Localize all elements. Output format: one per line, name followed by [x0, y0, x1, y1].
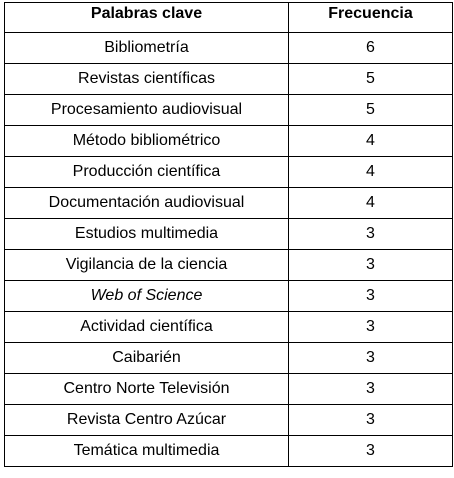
- table-row: [5, 33, 453, 64]
- frequency-cell: 4: [289, 126, 453, 157]
- keyword-cell: Actividad científica: [5, 312, 289, 343]
- table-row: [5, 405, 453, 436]
- header-keywords: Palabras clave: [5, 3, 289, 33]
- table-row: [5, 436, 453, 467]
- keyword-cell: Revistas científicas: [5, 64, 289, 95]
- keyword-cell: Web of Science: [5, 281, 289, 312]
- table-row: [5, 157, 453, 188]
- frequency-cell: 4: [289, 157, 453, 188]
- frequency-cell: 3: [289, 219, 453, 250]
- frequency-cell: 6: [289, 33, 453, 64]
- frequency-cell: 5: [289, 64, 453, 95]
- table-row: [5, 126, 453, 157]
- page: [0, 2, 454, 478]
- keyword-cell: Documentación audiovisual: [5, 188, 289, 219]
- frequency-cell: 3: [289, 250, 453, 281]
- frequency-cell: 3: [289, 405, 453, 436]
- keyword-cell: Producción científica: [5, 157, 289, 188]
- keyword-cell: Procesamiento audiovisual: [5, 95, 289, 126]
- keyword-cell: Centro Norte Televisión: [5, 374, 289, 405]
- table-row: [5, 219, 453, 250]
- frequency-cell: 4: [289, 188, 453, 219]
- table-row: [5, 95, 453, 126]
- frequency-cell: 3: [289, 281, 453, 312]
- table-header-row: [5, 3, 453, 33]
- frequency-cell: 3: [289, 374, 453, 405]
- keyword-cell: Bibliometría: [5, 33, 289, 64]
- table-row: [5, 312, 453, 343]
- frequency-cell: 3: [289, 343, 453, 374]
- keyword-cell: Temática multimedia: [5, 436, 289, 467]
- keyword-cell: Revista Centro Azúcar: [5, 405, 289, 436]
- table-row: [5, 188, 453, 219]
- table-row: [5, 250, 453, 281]
- keyword-cell: Método bibliométrico: [5, 126, 289, 157]
- keyword-cell: Estudios multimedia: [5, 219, 289, 250]
- keyword-cell: Caibarién: [5, 343, 289, 374]
- table-row: [5, 64, 453, 95]
- table-row: [5, 281, 453, 312]
- table-row: [5, 343, 453, 374]
- frequency-cell: 5: [289, 95, 453, 126]
- keyword-frequency-table: [4, 2, 453, 467]
- header-frequency: Frecuencia: [289, 3, 453, 33]
- keyword-cell: Vigilancia de la ciencia: [5, 250, 289, 281]
- frequency-cell: 3: [289, 436, 453, 467]
- table-row: [5, 374, 453, 405]
- frequency-cell: 3: [289, 312, 453, 343]
